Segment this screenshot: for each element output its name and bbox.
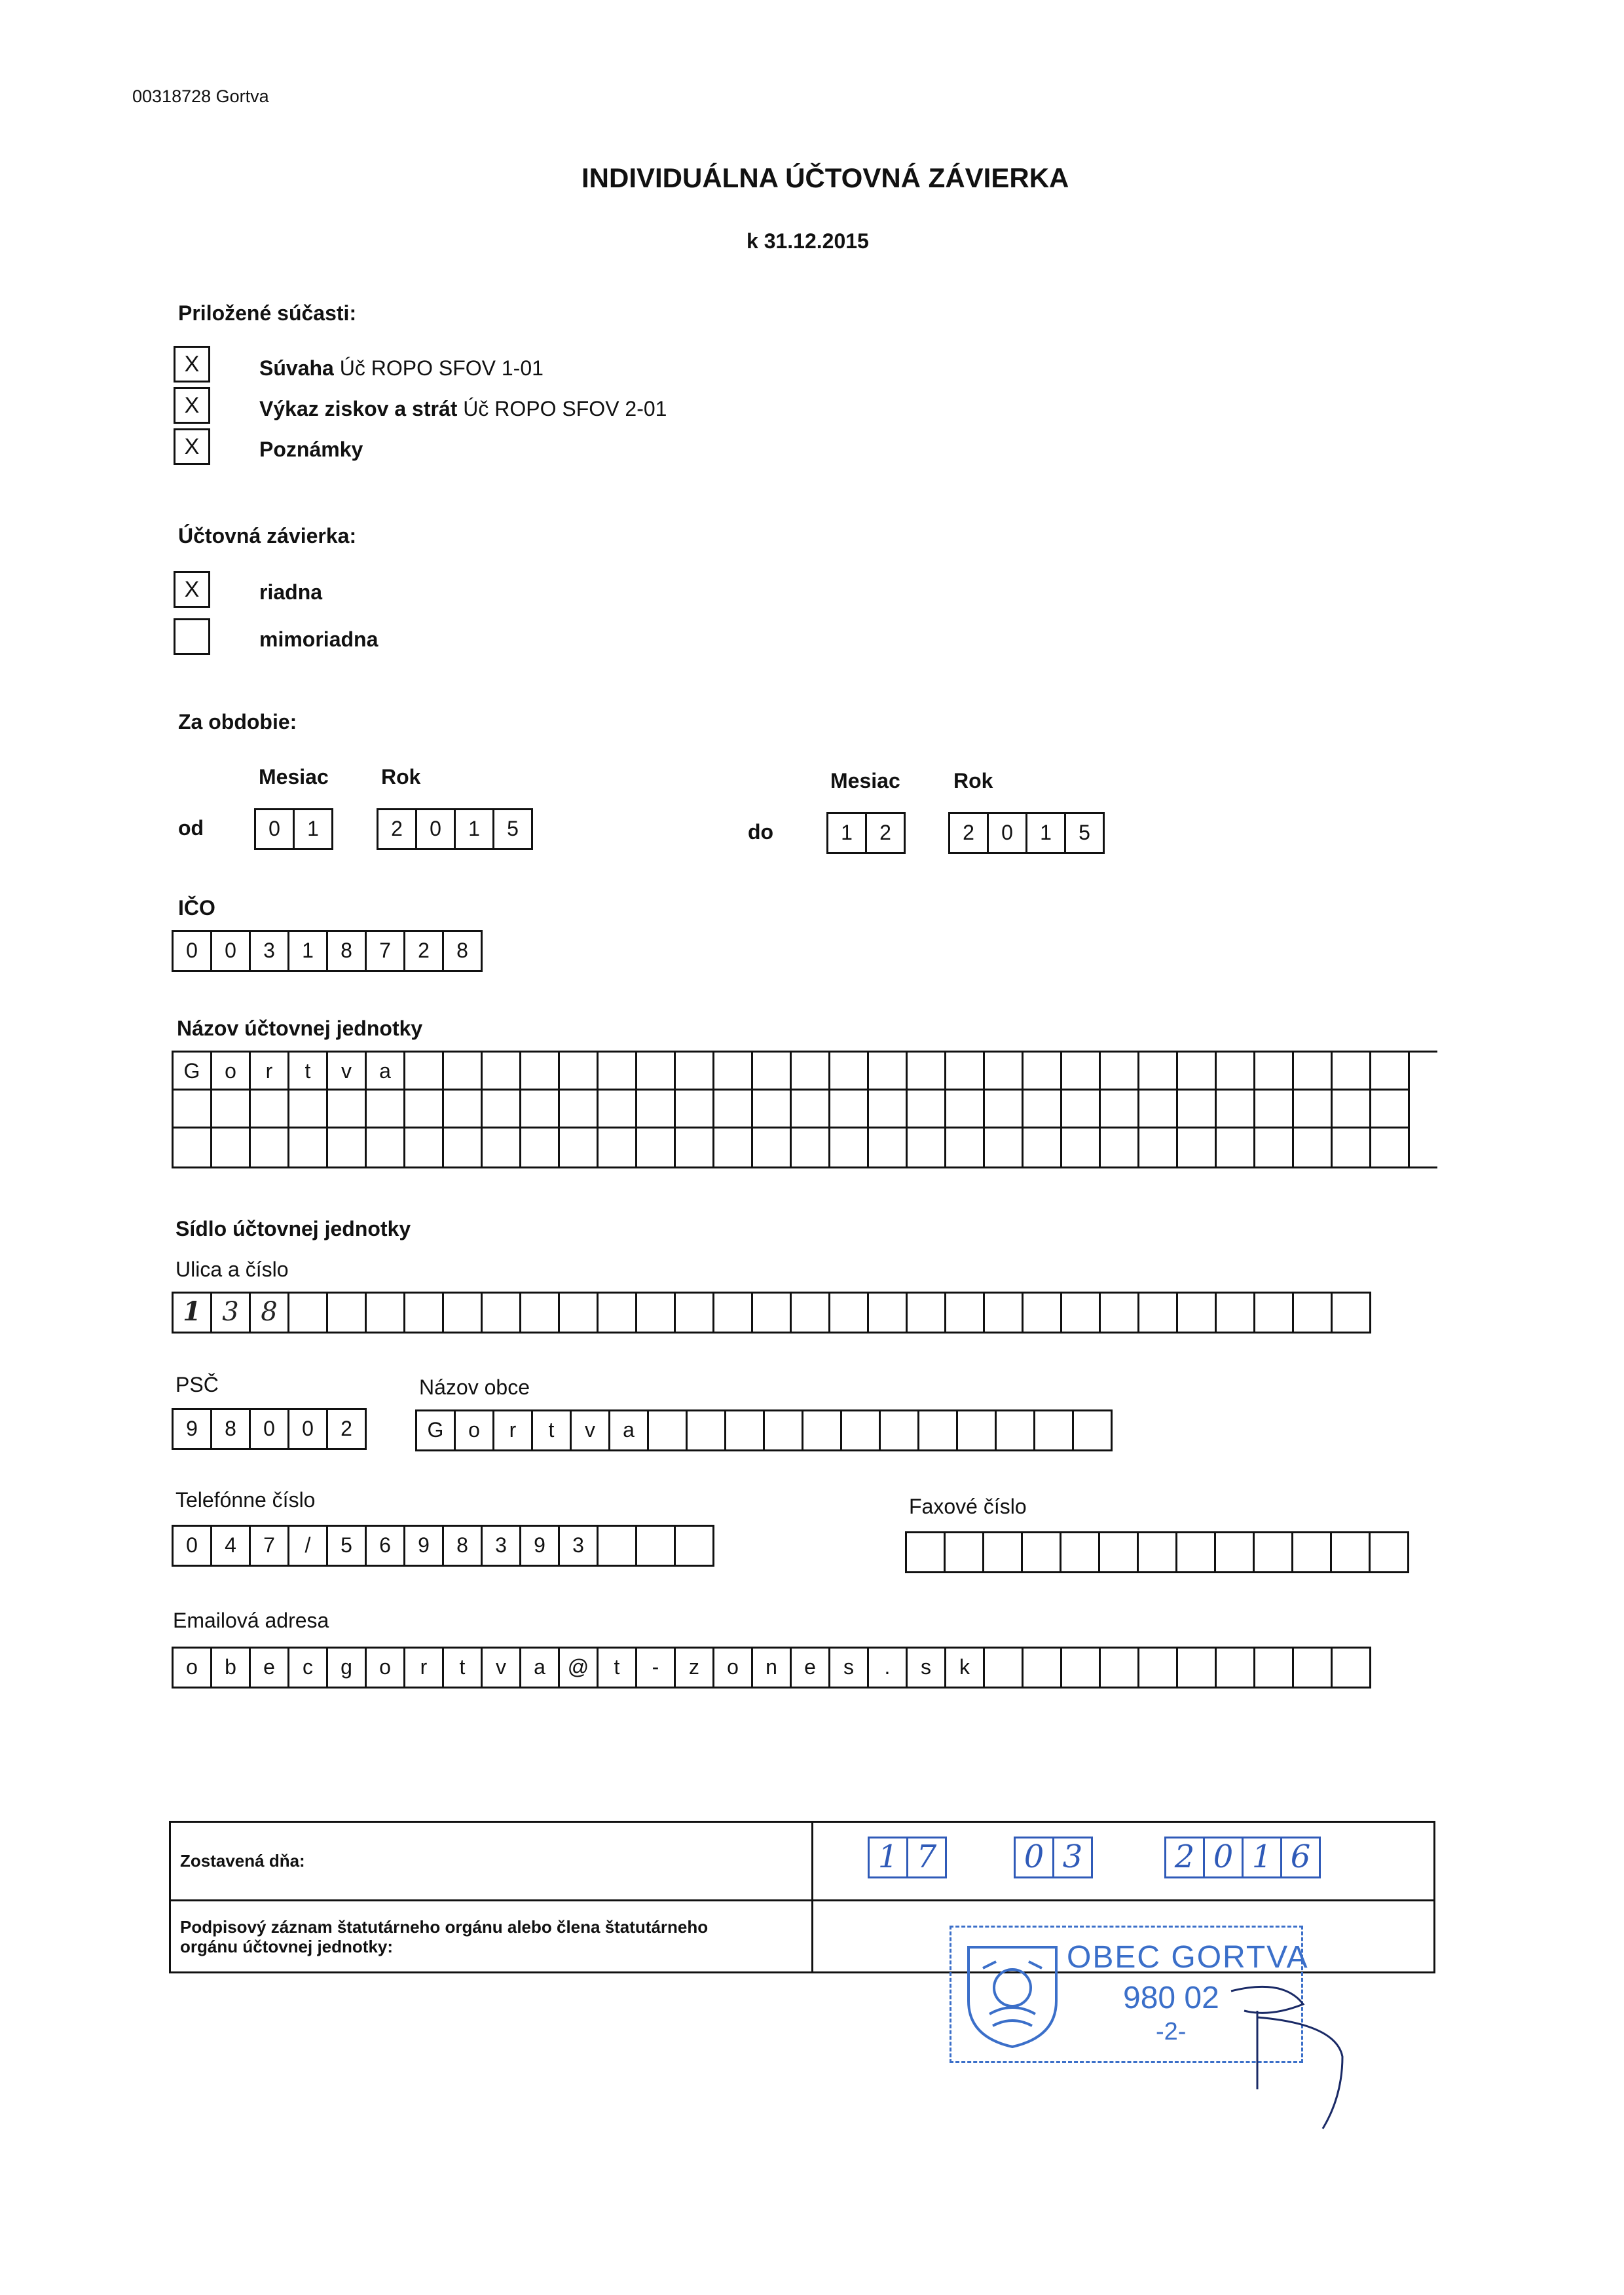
empty-cell [560, 1129, 599, 1166]
char-cell: 1 [1027, 814, 1066, 852]
empty-cell [405, 1294, 444, 1332]
page-title: INDIVIDUÁLNA ÚČTOVNÁ ZÁVIERKA [581, 162, 1069, 193]
checkbox-poznamky[interactable]: X [174, 428, 210, 465]
empty-cell [803, 1411, 842, 1449]
char-cell: a [521, 1649, 560, 1687]
empty-cell [599, 1527, 637, 1565]
empty-cell [1255, 1053, 1294, 1091]
empty-cell [792, 1294, 830, 1332]
char-cell: 2 [1166, 1838, 1205, 1876]
attachment-code: Úč ROPO SFOV 1-01 [339, 356, 544, 380]
char-cell: c [289, 1649, 328, 1687]
char-cell: r [405, 1649, 444, 1687]
street-label: Ulica a číslo [175, 1258, 289, 1281]
empty-cell [405, 1129, 444, 1166]
empty-cell [1139, 1053, 1178, 1091]
ico-field[interactable] [172, 930, 483, 972]
char-cell: 8 [444, 932, 483, 970]
empty-cell [1333, 1091, 1371, 1129]
empty-cell [1294, 1649, 1333, 1687]
empty-cell [599, 1294, 637, 1332]
empty-cell [1294, 1129, 1333, 1166]
empty-cell [444, 1053, 483, 1091]
to-year-field[interactable] [948, 812, 1105, 854]
psc-field[interactable] [172, 1408, 367, 1450]
empty-cell [1101, 1294, 1139, 1332]
empty-cell [714, 1129, 753, 1166]
empty-cell [688, 1411, 726, 1449]
char-cell: 3 [560, 1527, 599, 1565]
empty-cell [212, 1091, 251, 1129]
empty-cell [869, 1294, 908, 1332]
empty-cell [1062, 1649, 1101, 1687]
char-cell: 9 [405, 1527, 444, 1565]
char-cell: t [289, 1053, 328, 1091]
char-cell: b [212, 1649, 251, 1687]
empty-cell [1371, 1053, 1410, 1091]
empty-cell [726, 1411, 765, 1449]
empty-cell [637, 1053, 676, 1091]
empty-cell [521, 1294, 560, 1332]
char-cell: 6 [1282, 1838, 1321, 1876]
empty-cell [289, 1129, 328, 1166]
char-cell: 8 [251, 1294, 289, 1332]
empty-cell [881, 1411, 919, 1449]
unit-name-field[interactable] [172, 1051, 1437, 1168]
email-label: Emailová adresa [173, 1609, 329, 1632]
psc-label: PSČ [175, 1373, 219, 1396]
from-label: od [178, 816, 204, 840]
city-label: Názov obce [419, 1375, 530, 1399]
empty-cell [753, 1294, 792, 1332]
char-cell: o [367, 1649, 405, 1687]
empty-cell [985, 1129, 1024, 1166]
from-year-field[interactable] [377, 808, 533, 850]
ico-label: IČO [178, 896, 215, 920]
empty-cell [869, 1091, 908, 1129]
empty-cell [1217, 1129, 1255, 1166]
empty-cell [714, 1294, 753, 1332]
char-cell: v [328, 1053, 367, 1091]
char-cell: 1 [456, 810, 494, 848]
empty-cell [1061, 1533, 1100, 1571]
empty-cell [1062, 1294, 1101, 1332]
type-label-mimoriadna: mimoriadna [259, 627, 378, 651]
char-cell: o [174, 1649, 212, 1687]
empty-cell [483, 1129, 521, 1166]
char-cell: / [289, 1527, 328, 1565]
char-cell: 2 [405, 932, 444, 970]
empty-cell [1294, 1053, 1333, 1091]
empty-cell [984, 1533, 1023, 1571]
empty-cell [1062, 1129, 1101, 1166]
attachment-code: Úč ROPO SFOV 2-01 [463, 397, 667, 420]
from-month-label: Mesiac [259, 765, 329, 789]
empty-cell [753, 1129, 792, 1166]
empty-cell [1217, 1294, 1255, 1332]
char-cell: 1 [289, 932, 328, 970]
sign-label-cell [170, 1901, 813, 1973]
empty-cell [869, 1129, 908, 1166]
empty-cell [1332, 1533, 1371, 1571]
empty-cell [908, 1091, 946, 1129]
attachment-row [259, 356, 544, 381]
char-cell: 0 [1205, 1838, 1244, 1876]
char-cell: z [676, 1649, 714, 1687]
empty-cell [1333, 1649, 1371, 1687]
empty-cell [444, 1091, 483, 1129]
char-cell: 2 [950, 814, 989, 852]
char-cell: 7 [251, 1527, 289, 1565]
street-field[interactable] [172, 1292, 1371, 1334]
empty-cell [792, 1129, 830, 1166]
empty-cell [1217, 1053, 1255, 1091]
char-cell: 9 [521, 1527, 560, 1565]
char-cell: t [444, 1649, 483, 1687]
email-field[interactable] [172, 1647, 1371, 1689]
empty-cell [637, 1129, 676, 1166]
phone-field[interactable] [172, 1525, 714, 1567]
empty-cell [599, 1129, 637, 1166]
attachment-label: Výkaz ziskov a strát [259, 397, 458, 420]
compiled-label-cell [170, 1822, 813, 1901]
empty-cell [997, 1411, 1035, 1449]
empty-cell [1101, 1091, 1139, 1129]
to-label: do [748, 820, 774, 844]
empty-cell [521, 1129, 560, 1166]
unit-name-label: Názov účtovnej jednotky [177, 1017, 423, 1040]
empty-cell [521, 1091, 560, 1129]
empty-cell [251, 1129, 289, 1166]
empty-cell [946, 1294, 985, 1332]
char-cell: 9 [174, 1410, 212, 1448]
empty-cell [560, 1053, 599, 1091]
seat-heading: Sídlo účtovnej jednotky [175, 1217, 411, 1241]
empty-cell [521, 1053, 560, 1091]
char-cell: t [533, 1411, 572, 1449]
char-cell: v [572, 1411, 610, 1449]
empty-cell [1177, 1533, 1216, 1571]
empty-cell [714, 1053, 753, 1091]
empty-cell [1024, 1129, 1062, 1166]
empty-cell [367, 1294, 405, 1332]
char-cell: e [251, 1649, 289, 1687]
stamp-line1: OBEC GORTVA [1067, 1940, 1309, 1975]
city-field[interactable] [415, 1409, 1113, 1451]
char-cell: 3 [1054, 1838, 1093, 1876]
fax-field[interactable] [905, 1531, 1409, 1573]
char-cell: 2 [328, 1410, 367, 1448]
empty-cell [946, 1053, 985, 1091]
type-label-riadna: riadna [259, 580, 323, 604]
empty-cell [1255, 1533, 1293, 1571]
empty-cell [753, 1091, 792, 1129]
char-cell: o [456, 1411, 494, 1449]
empty-cell [212, 1129, 251, 1166]
char-cell: 5 [1066, 814, 1105, 852]
empty-cell [328, 1294, 367, 1332]
empty-cell [869, 1053, 908, 1091]
date-line: k 31.12.2015 [747, 229, 869, 253]
empty-cell [174, 1129, 212, 1166]
char-cell: G [417, 1411, 456, 1449]
empty-cell [1294, 1294, 1333, 1332]
char-cell: s [908, 1649, 946, 1687]
char-cell: r [251, 1053, 289, 1091]
empty-cell [1255, 1649, 1294, 1687]
attachment-row [259, 397, 667, 421]
empty-cell [599, 1091, 637, 1129]
empty-cell [676, 1527, 714, 1565]
phone-label: Telefónne číslo [175, 1488, 316, 1512]
checkbox-suvaha[interactable]: X [174, 346, 210, 382]
empty-cell [830, 1091, 869, 1129]
empty-cell [908, 1053, 946, 1091]
document-id: 00318728 Gortva [132, 86, 269, 106]
empty-cell [1139, 1533, 1177, 1571]
empty-cell [1216, 1533, 1255, 1571]
empty-cell [1024, 1053, 1062, 1091]
empty-cell [1333, 1053, 1371, 1091]
attachment-label: Súvaha [259, 356, 334, 380]
char-cell: 0 [289, 1410, 328, 1448]
attachments-heading: Priložené súčasti: [178, 301, 357, 325]
char-cell: 3 [251, 932, 289, 970]
char-cell: o [212, 1053, 251, 1091]
empty-cell [1101, 1129, 1139, 1166]
empty-cell [985, 1091, 1024, 1129]
empty-cell [1371, 1533, 1409, 1571]
empty-cell [174, 1091, 212, 1129]
char-cell: v [483, 1649, 521, 1687]
empty-cell [946, 1533, 984, 1571]
checkbox-vykaz[interactable]: X [174, 387, 210, 424]
char-cell: 2 [867, 814, 906, 852]
day-field[interactable] [868, 1837, 947, 1878]
empty-cell [1293, 1533, 1332, 1571]
char-cell: 0 [417, 810, 456, 848]
checkbox-mimoriadna[interactable] [174, 618, 210, 655]
empty-cell [842, 1411, 881, 1449]
empty-cell [1178, 1294, 1217, 1332]
empty-cell [483, 1053, 521, 1091]
char-cell: 0 [256, 810, 295, 848]
empty-cell [676, 1294, 714, 1332]
empty-cell [1178, 1053, 1217, 1091]
type-heading: Účtovná závierka: [178, 524, 357, 548]
char-cell: 1 [828, 814, 867, 852]
empty-cell [946, 1129, 985, 1166]
empty-cell [560, 1294, 599, 1332]
empty-cell [367, 1091, 405, 1129]
empty-cell [560, 1091, 599, 1129]
empty-cell [1035, 1411, 1074, 1449]
empty-cell [1333, 1294, 1371, 1332]
char-cell: s [830, 1649, 869, 1687]
to-year-label: Rok [953, 769, 993, 793]
char-cell: 5 [494, 810, 533, 848]
signature-scribble-icon [1205, 1965, 1375, 2135]
empty-cell [1333, 1129, 1371, 1166]
empty-cell [367, 1129, 405, 1166]
char-cell: @ [560, 1649, 599, 1687]
empty-cell [444, 1294, 483, 1332]
char-cell: 0 [174, 932, 212, 970]
char-cell: 5 [328, 1527, 367, 1565]
empty-cell [1024, 1091, 1062, 1129]
empty-cell [792, 1053, 830, 1091]
attachment-label: Poznámky [259, 438, 363, 461]
checkbox-riadna[interactable]: X [174, 571, 210, 608]
char-cell: 1 [1244, 1838, 1282, 1876]
empty-cell [1139, 1649, 1178, 1687]
empty-cell [289, 1294, 328, 1332]
empty-cell [1023, 1533, 1061, 1571]
empty-cell [649, 1411, 688, 1449]
to-month-field[interactable] [826, 812, 906, 854]
empty-cell [1139, 1091, 1178, 1129]
empty-cell [1024, 1649, 1062, 1687]
empty-cell [1101, 1053, 1139, 1091]
empty-cell [830, 1129, 869, 1166]
empty-cell [1101, 1649, 1139, 1687]
char-cell: 0 [989, 814, 1027, 852]
empty-cell [1178, 1129, 1217, 1166]
empty-cell [1178, 1091, 1217, 1129]
empty-cell [328, 1091, 367, 1129]
coat-of-arms-icon [963, 1942, 1061, 2050]
empty-cell [946, 1091, 985, 1129]
char-cell: 8 [444, 1527, 483, 1565]
empty-cell [1255, 1091, 1294, 1129]
empty-cell [1255, 1294, 1294, 1332]
char-cell: 2 [378, 810, 417, 848]
empty-cell [753, 1053, 792, 1091]
char-cell: 8 [212, 1410, 251, 1448]
char-cell: 7 [367, 932, 405, 970]
char-cell: 8 [328, 932, 367, 970]
empty-cell [830, 1294, 869, 1332]
empty-cell [637, 1527, 676, 1565]
empty-cell [1255, 1129, 1294, 1166]
empty-cell [1178, 1649, 1217, 1687]
empty-cell [1024, 1294, 1062, 1332]
empty-cell [676, 1053, 714, 1091]
char-cell: 7 [908, 1838, 947, 1876]
empty-cell [1294, 1091, 1333, 1129]
char-cell: o [714, 1649, 753, 1687]
empty-cell [676, 1091, 714, 1129]
char-cell: 0 [174, 1527, 212, 1565]
empty-cell [637, 1294, 676, 1332]
year-field[interactable] [1164, 1837, 1321, 1878]
empty-cell [985, 1294, 1024, 1332]
empty-cell [908, 1294, 946, 1332]
stamp-line3: -2- [1156, 2018, 1187, 2045]
empty-cell [289, 1091, 328, 1129]
empty-cell [1217, 1091, 1255, 1129]
empty-cell [919, 1411, 958, 1449]
char-cell: 1 [295, 810, 333, 848]
char-cell: n [753, 1649, 792, 1687]
char-cell: k [946, 1649, 985, 1687]
empty-cell [676, 1129, 714, 1166]
empty-cell [1371, 1129, 1410, 1166]
from-year-label: Rok [381, 765, 421, 789]
char-cell: G [174, 1053, 212, 1091]
char-cell: 3 [483, 1527, 521, 1565]
empty-cell [1100, 1533, 1139, 1571]
char-cell: 1 [870, 1838, 908, 1876]
empty-cell [483, 1091, 521, 1129]
empty-cell [765, 1411, 803, 1449]
char-cell: 4 [212, 1527, 251, 1565]
empty-cell [1062, 1053, 1101, 1091]
empty-cell [251, 1091, 289, 1129]
empty-cell [985, 1649, 1024, 1687]
empty-cell [958, 1411, 997, 1449]
empty-cell [637, 1091, 676, 1129]
empty-cell [599, 1053, 637, 1091]
char-cell: 1 [174, 1294, 212, 1332]
char-cell: - [637, 1649, 676, 1687]
empty-cell [1074, 1411, 1113, 1449]
compiled-label: Zostavená dňa: [180, 1851, 305, 1871]
char-cell: 0 [212, 932, 251, 970]
char-cell: 3 [212, 1294, 251, 1332]
empty-cell [792, 1091, 830, 1129]
char-cell: t [599, 1649, 637, 1687]
empty-cell [483, 1294, 521, 1332]
empty-cell [1062, 1091, 1101, 1129]
char-cell: 0 [1016, 1838, 1054, 1876]
empty-cell [714, 1091, 753, 1129]
period-heading: Za obdobie: [178, 710, 297, 734]
empty-cell [328, 1129, 367, 1166]
char-cell: 6 [367, 1527, 405, 1565]
char-cell: a [610, 1411, 649, 1449]
empty-cell [444, 1129, 483, 1166]
empty-cell [1139, 1294, 1178, 1332]
empty-cell [907, 1533, 946, 1571]
fax-label: Faxové číslo [909, 1495, 1027, 1518]
from-month-field[interactable] [254, 808, 333, 850]
empty-cell [1139, 1129, 1178, 1166]
empty-cell [405, 1053, 444, 1091]
char-cell: e [792, 1649, 830, 1687]
to-month-label: Mesiac [830, 769, 900, 793]
char-cell: 0 [251, 1410, 289, 1448]
empty-cell [1217, 1649, 1255, 1687]
empty-cell [830, 1053, 869, 1091]
empty-cell [1371, 1091, 1410, 1129]
empty-cell [405, 1091, 444, 1129]
sign-label: Podpisový záznam štatutárneho orgánu alebo člena štatutárneho orgánu účtovnej jednotky: [180, 1916, 709, 1956]
char-cell: r [494, 1411, 533, 1449]
month-field[interactable] [1014, 1837, 1093, 1878]
stamp-line2: 980 02 [1123, 1981, 1219, 2015]
char-cell: g [328, 1649, 367, 1687]
char-cell: a [367, 1053, 405, 1091]
empty-cell [908, 1129, 946, 1166]
char-cell: . [869, 1649, 908, 1687]
empty-cell [985, 1053, 1024, 1091]
